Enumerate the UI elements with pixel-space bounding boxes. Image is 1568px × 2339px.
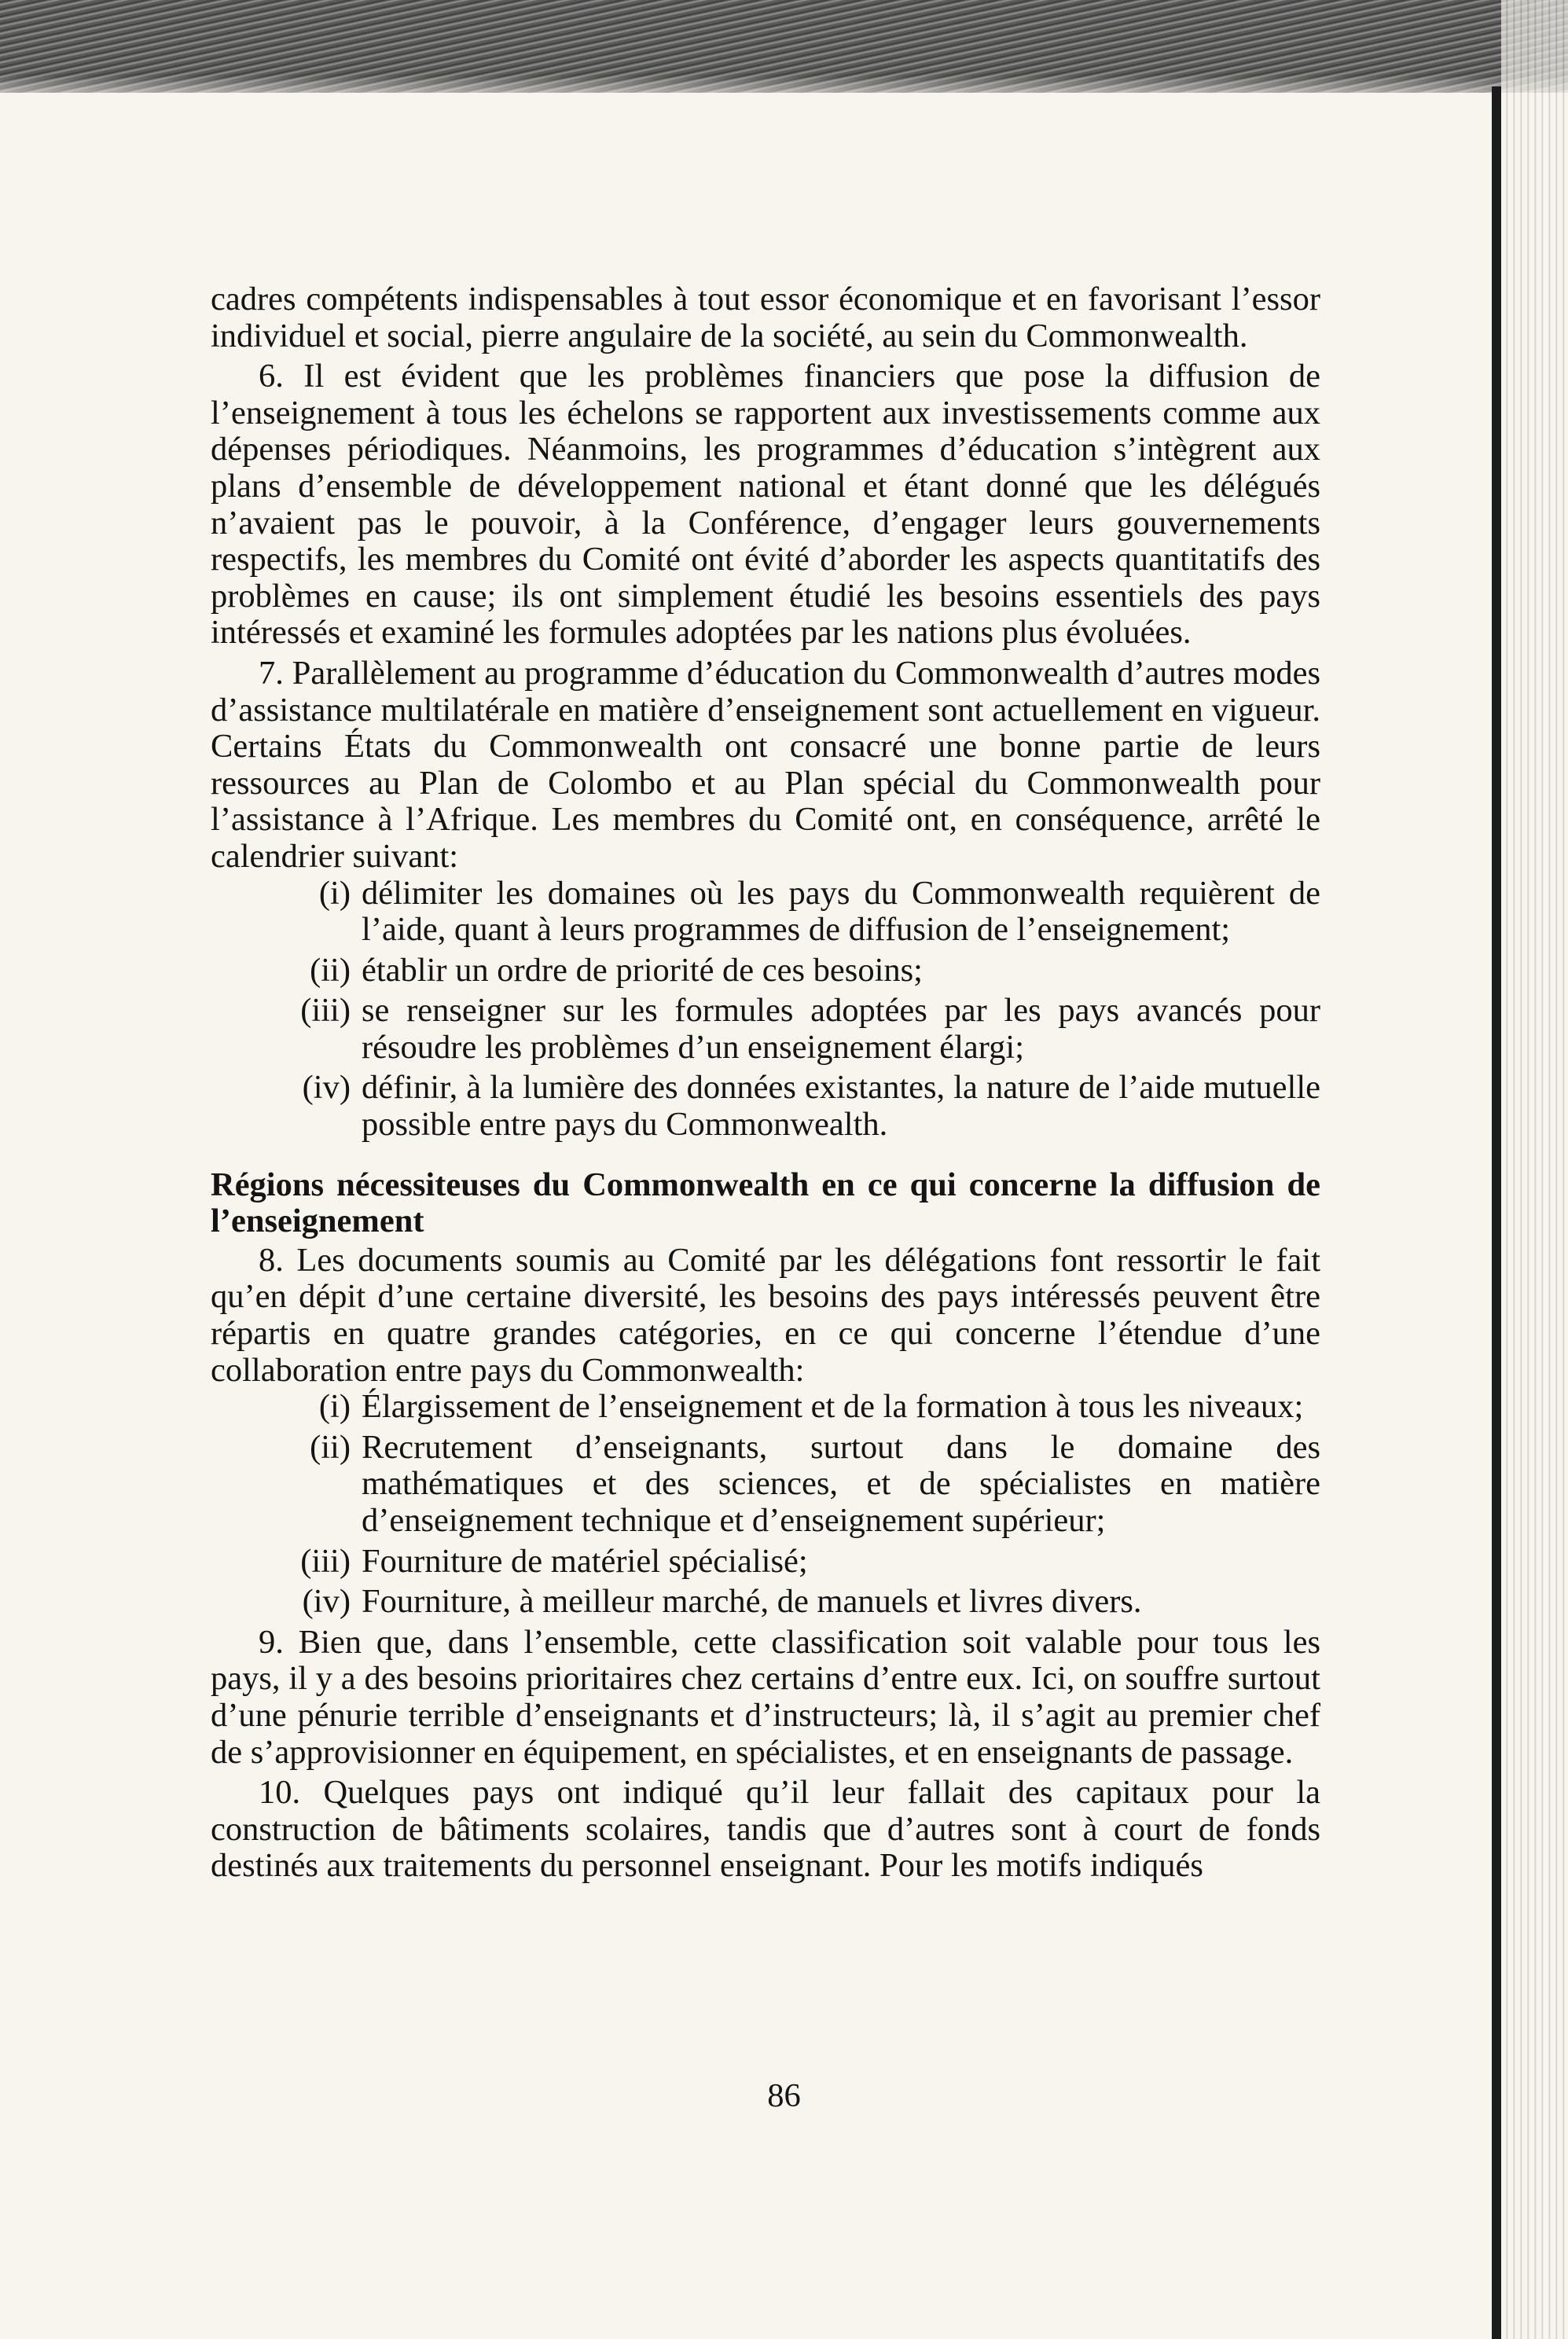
list-item bbox=[211, 1584, 1320, 1621]
page-number: 86 bbox=[767, 2077, 801, 2114]
list-item-number: (i) bbox=[318, 874, 351, 912]
list-item-number: (iv) bbox=[302, 1069, 351, 1107]
paragraph-9: 9. Bien que, dans l’ensemble, cette classification soit valable pour tous les pays, il y a des besoins prioritaires chez certains d’entre eux. Ici, on souffre surtout d’une pénurie terrible d’enseignants et d’instructeurs; là, il s’agit au premier chef de s’approvisionner en équipement, en spécialistes, et en enseignants de passage. bbox=[211, 1623, 1320, 1771]
list-item-number: (iii) bbox=[300, 1542, 351, 1580]
paragraph-8: 8. Les documents soumis au Comité par les délégations font ressortir le fait qu’en dépit d’une certaine diversité, les besoins des pays intéressés peuvent être répartis en quatre grandes catégories, en ce qui concerne l’étendue d’une collaboration entre pays du Commonwealth: bbox=[211, 1241, 1320, 1389]
list-item bbox=[211, 876, 1320, 949]
list-item-text: délimiter les domaines où les pays du Commonwealth requièrent de l’aide, quant à leurs programmes de diffusion de l’enseignement; bbox=[362, 874, 1320, 949]
paragraph-7: 7. Parallèlement au programme d’éducation du Commonwealth d’autres modes d’assistance multilatérale en matière d’enseignement sont actuellement en vigueur. Certains États du Commonwealth ont consacré une bonne partie de leurs ressources au Plan de Colombo et au Plan spécial du Commonwealth pour l’assistance à l’Afrique. Les membres du Comité ont, en conséquence, arrêté le calendrier suivant: bbox=[211, 654, 1320, 875]
list-item-text: Fourniture, à meilleur marché, de manuels et livres divers. bbox=[362, 1583, 1142, 1621]
page-body bbox=[211, 281, 1320, 1885]
priority-list bbox=[211, 876, 1320, 1144]
list-item bbox=[211, 993, 1320, 1066]
scan-border-right bbox=[1492, 86, 1501, 2339]
needs-categories-list bbox=[211, 1389, 1320, 1621]
list-item bbox=[211, 953, 1320, 990]
list-item-text: Élargissement de l’enseignement et de la formation à tous les niveaux; bbox=[362, 1388, 1304, 1426]
list-item-text: Fourniture de matériel spécialisé; bbox=[362, 1542, 808, 1580]
paragraph-10: 10. Quelques pays ont indiqué qu’il leur fallait des capitaux pour la construction de bâtiments scolaires, tandis que d’autres sont à court de fonds destinés aux traitements du personnel enseignant. Pour les motifs indiqués bbox=[211, 1774, 1320, 1885]
list-item bbox=[211, 1070, 1320, 1143]
list-item-number: (i) bbox=[318, 1388, 351, 1426]
list-item-text: établir un ordre de priorité de ces besoins; bbox=[362, 951, 923, 989]
list-item bbox=[211, 1389, 1320, 1426]
intro-continuation: cadres compétents indispensables à tout essor économique et en favorisant l’essor individuel et social, pierre angulaire de la société, au sein du Commonwealth. bbox=[211, 281, 1320, 354]
list-item-number: (ii) bbox=[310, 951, 351, 989]
list-item-number: (ii) bbox=[310, 1428, 351, 1466]
list-item-number: (iv) bbox=[302, 1583, 351, 1621]
list-item-number: (iii) bbox=[300, 992, 351, 1030]
section-heading: Régions nécessiteuses du Commonwealth en ce qui concerne la diffusion de l’enseignement bbox=[211, 1166, 1320, 1240]
list-item-text: Recrutement d’enseignants, surtout dans le domaine des mathématiques et des sciences, et de spécialistes en matière d’enseignement technique et d’enseignement supérieur; bbox=[362, 1428, 1320, 1539]
list-item-text: définir, à la lumière des données existantes, la nature de l’aide mutuelle possible entre pays du Commonwealth. bbox=[362, 1069, 1320, 1144]
scan-page-edge bbox=[1501, 0, 1568, 2339]
paragraph-6: 6. Il est évident que les problèmes financiers que pose la diffusion de l’enseignement à tous les échelons se rapportent aux investissements comme aux dépenses périodiques. Néanmoins, les programmes d’éducation s’intègrent aux plans d’ensemble de développement national et étant donné que les délégués n’avaient pas le pouvoir, à la Conférence, d’engager leurs gouvernements respectifs, les membres du Comité ont évité d’aborder les aspects quantitatifs des problèmes en cause; ils ont simplement étudié les besoins essentiels des pays intéressés et examiné les formules adoptées par les nations plus évoluées. bbox=[211, 358, 1320, 652]
scan-border-fade bbox=[0, 75, 1568, 107]
list-item bbox=[211, 1544, 1320, 1581]
list-item bbox=[211, 1430, 1320, 1540]
list-item-text: se renseigner sur les formules adoptées par les pays avancés pour résoudre les problèmes d’un enseignement élargi; bbox=[362, 992, 1320, 1066]
